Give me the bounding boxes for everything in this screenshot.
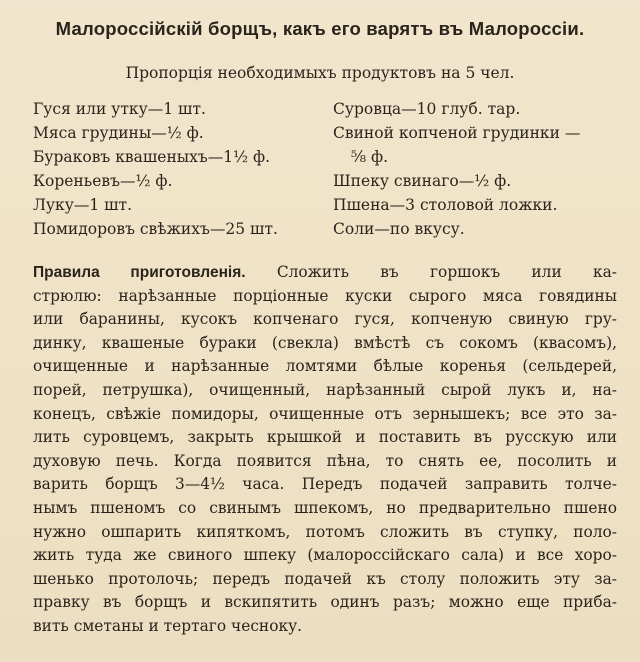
rules-line-text: Сложить въ горшокъ или ка- [245, 263, 617, 281]
ingredient-item: Пшена—3 столовой ложки. [333, 196, 558, 214]
ingredients-right-column [333, 97, 623, 241]
rules-line: правку въ борщъ и вскипятить одинъ разъ; можно еще приба- [33, 593, 617, 612]
ingredient-item: Луку—1 шт. [33, 196, 133, 214]
rules-heading: Правила приготовленія. [33, 264, 246, 281]
rules-line: шенько протолочь; передъ подачей къ столу положить эту за- [33, 569, 617, 588]
ingredient-item: Кореньевъ—½ ф. [33, 172, 173, 190]
ingredient-item: Свиной копченой грудинки — [333, 124, 581, 142]
rules-line: нымъ пшеномъ со свинымъ шпекомъ, но предварительно пшено [33, 498, 617, 517]
ingredient-item: Шпеку свинаго—½ ф. [333, 172, 512, 190]
proportions-subtitle: Пропорція необходимыхъ продуктовъ на 5 чел. [125, 64, 515, 82]
rules-line: духовую печь. Когда появится пѣна, то снять ее, посолить и [33, 451, 617, 470]
ingredients-left-column [33, 97, 333, 241]
ingredient-item: ⅝ ф. [351, 148, 389, 166]
preparation-rules [33, 261, 617, 639]
rules-line: вить сметаны и тертаго чесноку. [33, 616, 303, 635]
rules-line: порей, петрушка), очищенный, нарѣзанный сырой лукъ и, на- [33, 380, 617, 399]
rules-line: динку, квашеные бураки (свекла) вмѣстѣ съ сокомъ (квасомъ), [33, 333, 617, 352]
rules-line: варить борщъ 3—4½ часа. Передъ подачей заправить толче- [33, 475, 617, 494]
rules-line: конецъ, свѣжіе помидоры, очищенные отъ зернышекъ; все это за- [33, 404, 617, 423]
rules-line: нужно ошпарить кипяткомъ, потомъ сложить въ ступку, поло- [33, 522, 617, 541]
rules-line: лить суровцемъ, закрыть крышкой и поставить въ русскую или [33, 428, 617, 447]
ingredient-item: Соли—по вкусу. [333, 220, 465, 238]
ingredient-item: Помидоровъ свѣжихъ—25 шт. [33, 220, 278, 238]
rules-line [33, 261, 617, 285]
ingredient-item: Гуся или утку—1 шт. [33, 100, 206, 118]
recipe-title: Малороссійскій борщъ, какъ его варятъ въ Малороссіи. [55, 18, 585, 39]
rules-line: очищенные и нарѣзанные ломтями бѣлые коренья (сельдерей, [33, 357, 617, 376]
ingredient-item: Мяса грудины—½ ф. [33, 124, 204, 142]
ingredient-item: Суровца—10 глуб. тар. [333, 100, 521, 118]
rules-line: жить туда же свиного шпеку (малороссійскаго сала) и все хоро- [33, 546, 617, 565]
ingredient-item: Бураковъ квашеныхъ—1½ ф. [33, 148, 271, 166]
rules-line: стрюлю: нарѣзанные порціонные куски сырого мяса говядины [33, 286, 617, 305]
rules-line: или баранины, кусокъ копченаго гуся, копченую свиную гру- [33, 310, 617, 329]
